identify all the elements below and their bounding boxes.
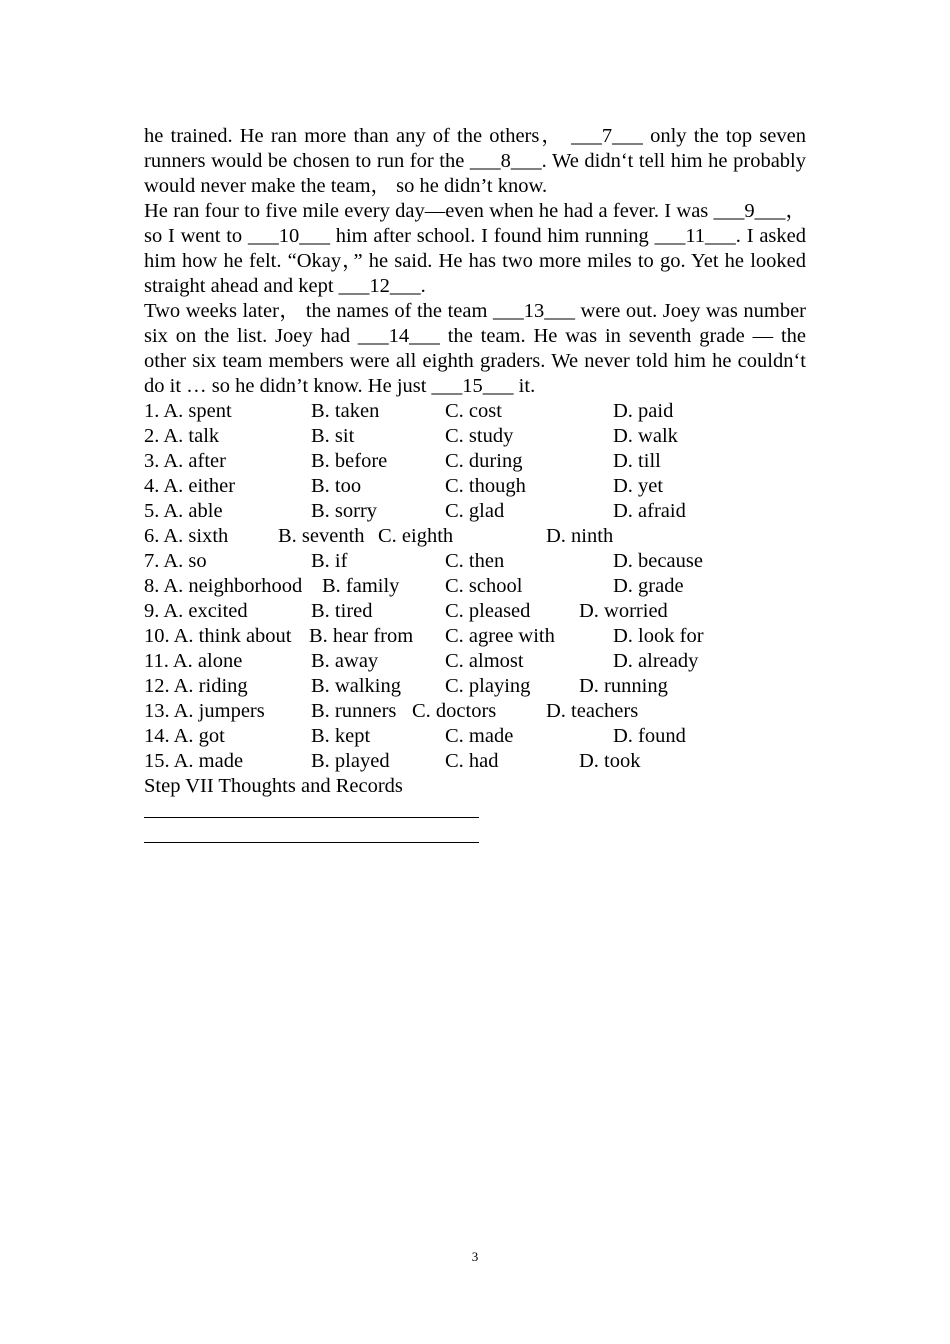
option-b: B. tired [311, 600, 373, 622]
option-b: B. walking [311, 675, 401, 697]
option-a: 14. A. got [144, 725, 225, 747]
option-d: D. yet [613, 475, 664, 497]
option-a: 9. A. excited [144, 600, 248, 622]
option-a: 1. A. spent [144, 400, 232, 422]
passage-paragraph: Two weeks later， the names of the team ___13___ were out. Joey was number six on the list. Joey had ___14___ the team. He was in seventh grade — the other six team members were all eighth graders. We never told him he couldn‘t do it … so he didn’t know. He just ___15___ it. [144, 300, 806, 397]
option-d: D. ninth [546, 525, 614, 547]
option-d: D. grade [613, 575, 684, 597]
passage [144, 124, 806, 799]
option-a: 2. A. talk [144, 425, 220, 447]
question-row [144, 649, 806, 674]
option-c: C. though [445, 475, 526, 497]
question-row [144, 599, 806, 624]
question-row [144, 749, 806, 774]
option-a: 4. A. either [144, 475, 236, 497]
option-d: D. till [613, 450, 661, 472]
answer-line [144, 817, 479, 818]
option-d: D. because [613, 550, 703, 572]
question-row [144, 424, 806, 449]
option-c: C. pleased [445, 600, 531, 622]
option-b: B. taken [311, 400, 380, 422]
option-b: B. runners [311, 700, 397, 722]
option-b: B. if [311, 550, 348, 572]
option-a: 11. A. alone [144, 650, 243, 672]
question-row [144, 449, 806, 474]
option-d: D. worried [579, 600, 668, 622]
option-d: D. walk [613, 425, 678, 447]
step-heading: Step VII Thoughts and Records [144, 775, 403, 797]
option-d: D. afraid [613, 500, 686, 522]
option-a: 15. A. made [144, 750, 244, 772]
option-d: D. teachers [546, 700, 639, 722]
option-d: D. look for [613, 625, 704, 647]
option-b: B. seventh [278, 525, 365, 547]
option-a: 8. A. neighborhood [144, 575, 303, 597]
option-a: 10. A. think about [144, 625, 292, 647]
option-b: B. away [311, 650, 379, 672]
option-c: C. study [445, 425, 514, 447]
option-b: B. played [311, 750, 390, 772]
option-b: B. before [311, 450, 388, 472]
option-c: C. school [445, 575, 523, 597]
page-number: 3 [471, 1249, 479, 1264]
question-row [144, 624, 806, 649]
question-row [144, 474, 806, 499]
answer-line [144, 842, 479, 843]
question-row [144, 549, 806, 574]
option-c: C. made [445, 725, 514, 747]
option-a: 13. A. jumpers [144, 700, 265, 722]
option-c: C. almost [445, 650, 524, 672]
option-b: B. sit [311, 425, 355, 447]
option-c: C. doctors [412, 700, 497, 722]
question-row [144, 399, 806, 424]
option-c: C. had [445, 750, 499, 772]
option-c: C. eighth [378, 525, 454, 547]
question-row [144, 674, 806, 699]
option-c: C. then [445, 550, 505, 572]
option-b: B. too [311, 475, 362, 497]
passage-paragraph: He ran four to five mile every day—even when he had a fever. I was ___9___， so I went to ___10___ him after school. I found him running ___11___. I asked him how he felt. “Okay，” he said. He has two more miles to go. Yet he looked straight ahead and kept ___12___. [144, 200, 806, 297]
option-b: B. kept [311, 725, 371, 747]
option-d: D. paid [613, 400, 674, 422]
option-d: D. found [613, 725, 686, 747]
option-c: C. playing [445, 675, 531, 697]
option-c: C. glad [445, 500, 505, 522]
option-c: C. agree with [445, 625, 555, 647]
option-b: B. sorry [311, 500, 378, 522]
question-row [144, 724, 806, 749]
option-a: 6. A. sixth [144, 525, 229, 547]
option-b: B. hear from [309, 625, 414, 647]
option-b: B. family [322, 575, 400, 597]
option-d: D. took [579, 750, 641, 772]
option-d: D. running [579, 675, 668, 697]
option-a: 3. A. after [144, 450, 226, 472]
option-a: 12. A. riding [144, 675, 248, 697]
option-a: 5. A. able [144, 500, 223, 522]
question-list [144, 399, 806, 774]
question-row [144, 574, 806, 599]
question-row [144, 524, 806, 549]
question-row [144, 699, 806, 724]
option-c: C. cost [445, 400, 502, 422]
option-a: 7. A. so [144, 550, 207, 572]
option-c: C. during [445, 450, 523, 472]
question-row [144, 499, 806, 524]
option-d: D. already [613, 650, 699, 672]
passage-paragraph: he trained. He ran more than any of the others， ___7___ only the top seven runners would be chosen to run for the ___8___. We didn‘t tell him he probably would never make the team， so he didn’t know. [144, 125, 806, 197]
